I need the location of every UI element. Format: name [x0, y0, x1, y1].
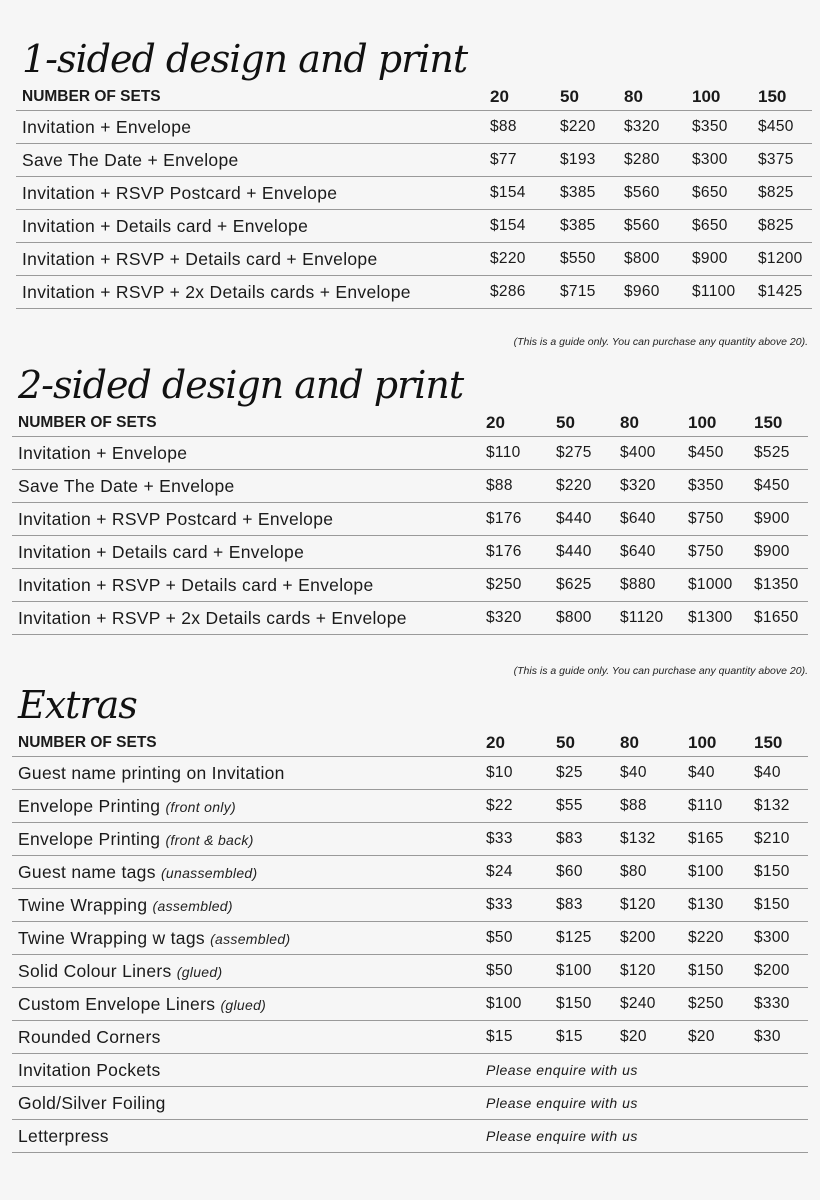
price-cell: $150 — [688, 962, 724, 979]
row-label-cell — [12, 1021, 486, 1054]
row-label: Invitation + RSVP + 2x Details cards + Envelope — [18, 607, 407, 628]
row-note: (assembled) — [152, 897, 233, 914]
price-cell: $880 — [620, 576, 656, 593]
row-label-cell — [12, 602, 486, 635]
price-cell: $750 — [688, 510, 724, 527]
price-cell: $120 — [620, 962, 656, 979]
row-label: Envelope Printing — [18, 828, 161, 849]
price-cell: $88 — [620, 797, 647, 814]
column-header-quantity: 50 — [556, 413, 575, 432]
price-cell: $60 — [556, 863, 583, 880]
row-label: Rounded Corners — [18, 1026, 161, 1047]
row-note: (glued) — [176, 963, 223, 980]
extras-section — [12, 680, 806, 1153]
guide-footnote-1: (This is a guide only. You can purchase any quantity above 20). — [513, 336, 808, 348]
column-header-label: NUMBER OF SETS — [18, 414, 157, 431]
row-label: Invitation Pockets — [18, 1059, 161, 1080]
enquire-cell: Please enquire with us — [486, 1095, 638, 1111]
column-header-quantity: 80 — [620, 733, 639, 752]
price-cell: $300 — [692, 151, 728, 168]
row-label-cell — [16, 243, 490, 276]
price-cell: $132 — [620, 830, 656, 847]
price-cell: $154 — [490, 184, 526, 201]
price-cell: $440 — [556, 510, 592, 527]
price-cell: $375 — [758, 151, 794, 168]
table-row — [16, 276, 812, 309]
table-row — [12, 955, 808, 988]
price-cell: $350 — [692, 118, 728, 135]
row-label: Invitation + RSVP Postcard + Envelope — [22, 182, 338, 203]
price-cell: $1200 — [758, 250, 803, 267]
row-label: Envelope Printing — [18, 795, 161, 816]
row-label: Twine Wrapping w tags — [18, 927, 205, 948]
row-label-cell — [12, 757, 486, 790]
price-cell: $280 — [624, 151, 660, 168]
column-header-quantity: 20 — [486, 733, 505, 752]
row-note: (glued) — [220, 996, 267, 1013]
price-cell: $100 — [688, 863, 724, 880]
table-row — [12, 757, 808, 790]
price-cell: $165 — [688, 830, 724, 847]
row-label: Invitation + Details card + Envelope — [18, 541, 305, 562]
price-cell: $88 — [486, 477, 513, 494]
table-row — [12, 856, 808, 889]
price-cell: $176 — [486, 543, 522, 560]
price-cell: $25 — [556, 764, 583, 781]
price-cell: $55 — [556, 797, 583, 814]
price-cell: $250 — [486, 576, 522, 593]
price-cell: $30 — [754, 1028, 781, 1045]
row-label-cell — [16, 210, 490, 243]
section-title: 2-sided design and print — [18, 363, 464, 407]
price-cell: $83 — [556, 830, 583, 847]
table-row — [12, 1120, 808, 1153]
section-title: Extras — [18, 683, 137, 727]
price-table — [12, 410, 808, 635]
column-header-quantity: 100 — [692, 87, 721, 106]
price-cell: $825 — [758, 184, 794, 201]
price-cell: $22 — [486, 797, 513, 814]
table-row — [12, 790, 808, 823]
price-cell: $1100 — [692, 283, 736, 300]
price-cell: $132 — [754, 797, 790, 814]
table-row — [12, 889, 808, 922]
row-label-cell — [12, 823, 486, 856]
table-row — [16, 210, 812, 243]
price-cell: $33 — [486, 896, 513, 913]
row-label: Gold/Silver Foiling — [18, 1092, 166, 1113]
price-cell: $1120 — [620, 609, 664, 626]
row-label: Custom Envelope Liners — [18, 993, 216, 1014]
row-label-cell — [12, 1054, 486, 1087]
price-cell: $20 — [620, 1028, 647, 1045]
price-cell: $560 — [624, 184, 660, 201]
table-row — [16, 144, 812, 177]
price-cell: $50 — [486, 929, 513, 946]
table-row — [12, 503, 808, 536]
row-label-cell — [12, 955, 486, 988]
row-note: (unassembled) — [160, 864, 258, 881]
column-header-quantity: 150 — [758, 87, 787, 106]
column-header-quantity: 80 — [624, 87, 643, 106]
table-row — [12, 437, 808, 470]
table-header-row — [16, 84, 812, 111]
price-cell: $193 — [560, 151, 596, 168]
price-cell: $40 — [688, 764, 715, 781]
column-header-quantity: 150 — [754, 413, 783, 432]
table-row — [12, 823, 808, 856]
row-label: Invitation + Envelope — [22, 116, 192, 137]
price-cell: $77 — [490, 151, 517, 168]
table-row — [12, 1054, 808, 1087]
table-header-row — [12, 730, 808, 757]
price-cell: $640 — [620, 543, 656, 560]
one-sided-section — [16, 34, 810, 309]
row-label-cell — [12, 470, 486, 503]
price-cell: $220 — [490, 250, 526, 267]
row-label-cell — [12, 503, 486, 536]
table-row — [16, 111, 812, 144]
price-cell: $650 — [692, 184, 728, 201]
price-cell: $320 — [620, 477, 656, 494]
price-cell: $450 — [754, 477, 790, 494]
row-label-cell — [16, 177, 490, 210]
price-cell: $1000 — [688, 576, 733, 593]
price-cell: $110 — [688, 797, 723, 814]
price-cell: $320 — [486, 609, 522, 626]
price-cell: $385 — [560, 184, 596, 201]
price-cell: $825 — [758, 217, 794, 234]
price-cell: $83 — [556, 896, 583, 913]
column-header-quantity: 100 — [688, 413, 717, 432]
row-note: (front only) — [165, 798, 236, 815]
price-cell: $625 — [556, 576, 592, 593]
price-cell: $385 — [560, 217, 596, 234]
price-cell: $350 — [688, 477, 724, 494]
column-header-quantity: 20 — [490, 87, 509, 106]
price-cell: $210 — [754, 830, 790, 847]
price-cell: $1425 — [758, 283, 803, 300]
price-cell: $220 — [688, 929, 724, 946]
column-header-quantity: 20 — [486, 413, 505, 432]
enquire-cell: Please enquire with us — [486, 1062, 638, 1078]
price-cell: $525 — [754, 444, 790, 461]
table-row — [16, 177, 812, 210]
table-row — [16, 243, 812, 276]
row-label: Invitation + Details card + Envelope — [22, 215, 309, 236]
price-cell: $40 — [620, 764, 647, 781]
price-cell: $1300 — [688, 609, 733, 626]
row-label: Guest name tags — [18, 861, 156, 882]
price-cell: $200 — [620, 929, 656, 946]
row-label-cell — [16, 144, 490, 177]
column-header-quantity: 150 — [754, 733, 783, 752]
price-cell: $100 — [486, 995, 522, 1012]
table-row — [12, 1087, 808, 1120]
row-label-cell — [12, 922, 486, 955]
price-cell: $150 — [556, 995, 592, 1012]
section-title: 1-sided design and print — [22, 37, 468, 81]
column-header-quantity: 100 — [688, 733, 717, 752]
price-cell: $550 — [560, 250, 596, 267]
price-cell: $130 — [688, 896, 724, 913]
price-table — [12, 730, 808, 1153]
price-cell: $320 — [624, 118, 660, 135]
price-cell: $220 — [556, 477, 592, 494]
price-cell: $240 — [620, 995, 656, 1012]
price-cell: $88 — [490, 118, 517, 135]
price-cell: $750 — [688, 543, 724, 560]
enquire-cell: Please enquire with us — [486, 1128, 638, 1144]
row-note: (assembled) — [210, 930, 291, 947]
price-cell: $120 — [620, 896, 656, 913]
row-label: Invitation + RSVP + 2x Details cards + Envelope — [22, 281, 411, 302]
row-label: Guest name printing on Invitation — [18, 762, 285, 783]
price-cell: $800 — [624, 250, 660, 267]
table-row — [12, 1021, 808, 1054]
table-row — [12, 536, 808, 569]
column-header-label: NUMBER OF SETS — [18, 734, 157, 751]
price-cell: $1350 — [754, 576, 799, 593]
row-note: (front & back) — [165, 831, 254, 848]
row-label-cell — [12, 856, 486, 889]
row-label: Letterpress — [18, 1125, 109, 1146]
column-header-quantity: 80 — [620, 413, 639, 432]
row-label-cell — [16, 111, 490, 144]
row-label-cell — [12, 1120, 486, 1153]
table-header-row — [12, 410, 808, 437]
table-row — [12, 470, 808, 503]
price-cell: $20 — [688, 1028, 715, 1045]
price-cell: $250 — [688, 995, 724, 1012]
price-cell: $176 — [486, 510, 522, 527]
price-table — [16, 84, 812, 309]
row-label-cell — [12, 1087, 486, 1120]
price-cell: $24 — [486, 863, 513, 880]
guide-footnote-2: (This is a guide only. You can purchase any quantity above 20). — [513, 665, 808, 677]
price-cell: $960 — [624, 283, 660, 300]
price-cell: $900 — [754, 510, 790, 527]
price-cell: $150 — [754, 863, 790, 880]
row-label: Twine Wrapping — [18, 894, 148, 915]
row-label: Save The Date + Envelope — [22, 149, 239, 170]
price-cell: $800 — [556, 609, 592, 626]
column-header-quantity: 50 — [556, 733, 575, 752]
price-cell: $330 — [754, 995, 790, 1012]
price-cell: $50 — [486, 962, 513, 979]
table-row — [12, 922, 808, 955]
price-cell: $286 — [490, 283, 526, 300]
row-label: Invitation + RSVP + Details card + Envelope — [18, 574, 374, 595]
price-cell: $100 — [556, 962, 592, 979]
price-cell: $275 — [556, 444, 592, 461]
price-cell: $154 — [490, 217, 526, 234]
column-header-label: NUMBER OF SETS — [22, 88, 161, 105]
row-label-cell — [12, 536, 486, 569]
row-label: Solid Colour Liners — [18, 960, 172, 981]
row-label-cell — [12, 889, 486, 922]
row-label-cell — [12, 569, 486, 602]
price-cell: $560 — [624, 217, 660, 234]
price-cell: $640 — [620, 510, 656, 527]
row-label: Invitation + Envelope — [18, 442, 188, 463]
price-cell: $80 — [620, 863, 647, 880]
price-cell: $200 — [754, 962, 790, 979]
row-label-cell — [12, 790, 486, 823]
price-cell: $1650 — [754, 609, 799, 626]
price-cell: $715 — [560, 283, 596, 300]
price-cell: $15 — [556, 1028, 583, 1045]
price-cell: $450 — [758, 118, 794, 135]
price-cell: $900 — [754, 543, 790, 560]
price-cell: $110 — [486, 444, 521, 461]
price-cell: $125 — [556, 929, 592, 946]
row-label: Save The Date + Envelope — [18, 475, 235, 496]
price-cell: $150 — [754, 896, 790, 913]
table-row — [12, 602, 808, 635]
table-row — [12, 569, 808, 602]
row-label: Invitation + RSVP Postcard + Envelope — [18, 508, 334, 529]
row-label: Invitation + RSVP + Details card + Envelope — [22, 248, 378, 269]
price-cell: $440 — [556, 543, 592, 560]
price-cell: $400 — [620, 444, 656, 461]
price-cell: $40 — [754, 764, 781, 781]
row-label-cell — [16, 276, 490, 309]
price-cell: $220 — [560, 118, 596, 135]
column-header-quantity: 50 — [560, 87, 579, 106]
price-cell: $900 — [692, 250, 728, 267]
table-row — [12, 988, 808, 1021]
row-label-cell — [12, 988, 486, 1021]
price-cell: $300 — [754, 929, 790, 946]
two-sided-section — [12, 360, 806, 635]
price-cell: $10 — [486, 764, 513, 781]
price-cell: $33 — [486, 830, 513, 847]
price-cell: $15 — [486, 1028, 513, 1045]
row-label-cell — [12, 437, 486, 470]
price-cell: $650 — [692, 217, 728, 234]
price-cell: $450 — [688, 444, 724, 461]
